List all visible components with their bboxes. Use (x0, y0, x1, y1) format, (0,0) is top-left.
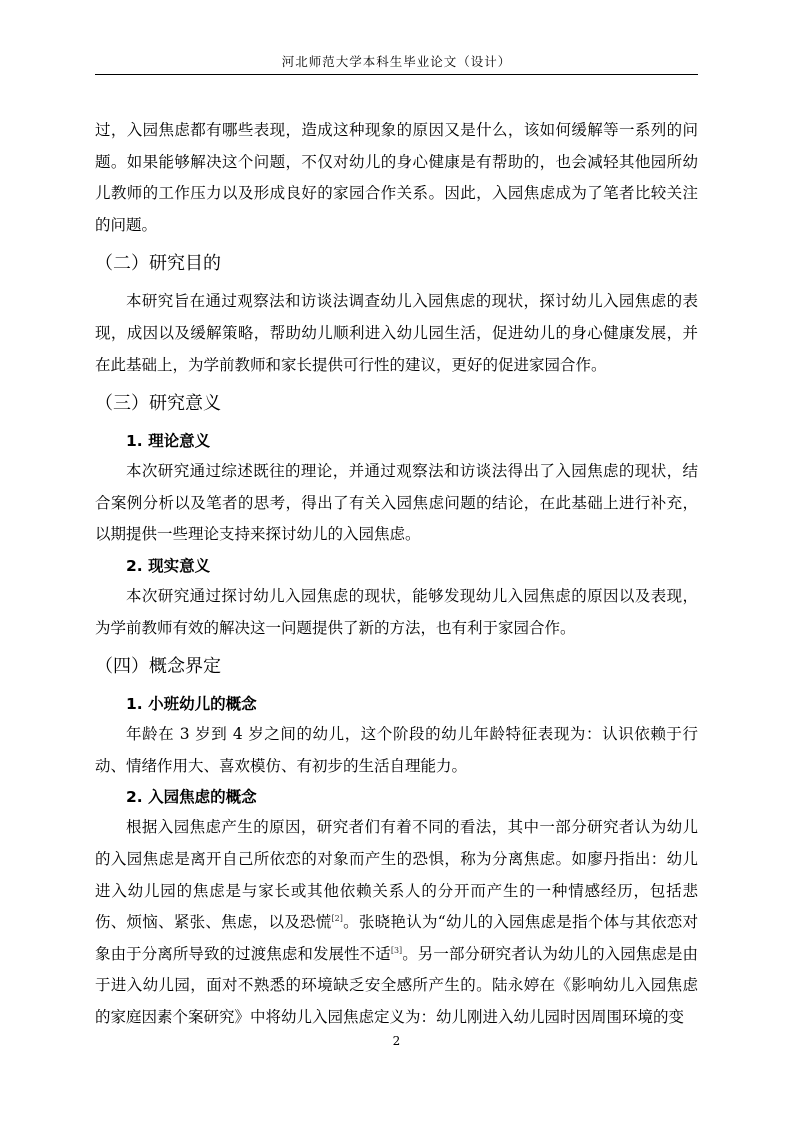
paragraph-continuation: 过，入园焦虑都有哪些表现，造成这种现象的原因又是什么，该如何缓解等一系列的问题。如果能够解决这个问题，不仅对幼儿的身心健康是有帮助的，也会减轻其他园所幼儿教师的工作压力以及形成良好的家园合作关系。因此，入园焦虑成为了笔者比较关注的问题。 (95, 121, 698, 234)
paragraph-text: 。另一部分研究者认为幼儿的入园焦虑是由于进入幼儿园，面对不熟悉的环境缺乏安全感所产生的。陆永婷在《影响幼儿入园焦虑的家庭因素个案研究》中将幼儿入园焦虑定义为：幼儿刚进入幼儿园时因周围环境的变 (95, 944, 698, 1026)
section-heading-research-purpose: （二）研究目的 (95, 253, 221, 275)
subheading-practical-significance: 2. 现实意义 (126, 556, 211, 575)
citation-2[interactable]: [2] (331, 914, 343, 924)
paragraph-text: 根据入园焦虑产生的原因，研究者们有着不同的看法，其中一部分研究者认为幼儿的入园焦虑是离开自己所依恋的对象而产生的恐惧，称为分离焦虑。如廖丹指出：幼儿进入幼儿园的焦虑是与家长或其他依赖关系人的分开而产生的一种情感经历，包括悲伤、烦恼、紧张、焦虑，以及恐慌 (95, 818, 698, 932)
body-content (95, 115, 698, 1033)
subheading-anxiety-concept: 2. 入园焦虑的概念 (126, 788, 257, 807)
paragraph-theoretical-significance: 本次研究通过综述既往的理论，并通过观察法和访谈法得出了入园焦虑的现状，结合案例分析以及笔者的思考，得出了有关入园焦虑问题的结论，在此基础上进行补充，以期提供一些理论支持来探讨幼儿的入园焦虑。 (95, 462, 698, 544)
subheading-theoretical-significance: 1. 理论意义 (126, 432, 211, 451)
paragraph-anxiety-concept (95, 812, 698, 1033)
paragraph-small-class-concept: 年龄在 3 岁到 4 岁之间的幼儿，这个阶段的幼儿年龄特征表现为：认识依赖于行动、情绪作用大、喜欢模仿、有初步的生活自理能力。 (95, 725, 698, 775)
page-number: 2 (392, 1034, 401, 1048)
citation-3[interactable]: [3] (390, 945, 403, 955)
running-header: 河北师范大学本科生毕业论文（设计） (281, 54, 512, 69)
section-heading-concept-definition: （四）概念界定 (95, 656, 221, 678)
paragraph-practical-significance: 本次研究通过探讨幼儿入园焦虑的现状，能够发现幼儿入园焦虑的原因以及表现，为学前教师有效的解决这一问题提供了新的方法，也有利于家园合作。 (95, 586, 698, 637)
header-divider (95, 74, 698, 75)
subheading-small-class-concept: 1. 小班幼儿的概念 (126, 695, 257, 714)
section-heading-research-significance: （三）研究意义 (95, 393, 221, 415)
paragraph-text: 。张晓艳认为“幼儿的入园焦虑是指个体与其依恋对象由于分离所导致的过渡焦虑和发展性不适 (95, 913, 698, 963)
paragraph-research-purpose: 本研究旨在通过观察法和访谈法调查幼儿入园焦虑的现状，探讨幼儿入园焦虑的表现，成因以及缓解策略，帮助幼儿顺利进入幼儿园生活，促进幼儿的身心健康发展，并在此基础上，为学前教师和家长提供可行性的建议，更好的促进家园合作。 (95, 292, 698, 374)
